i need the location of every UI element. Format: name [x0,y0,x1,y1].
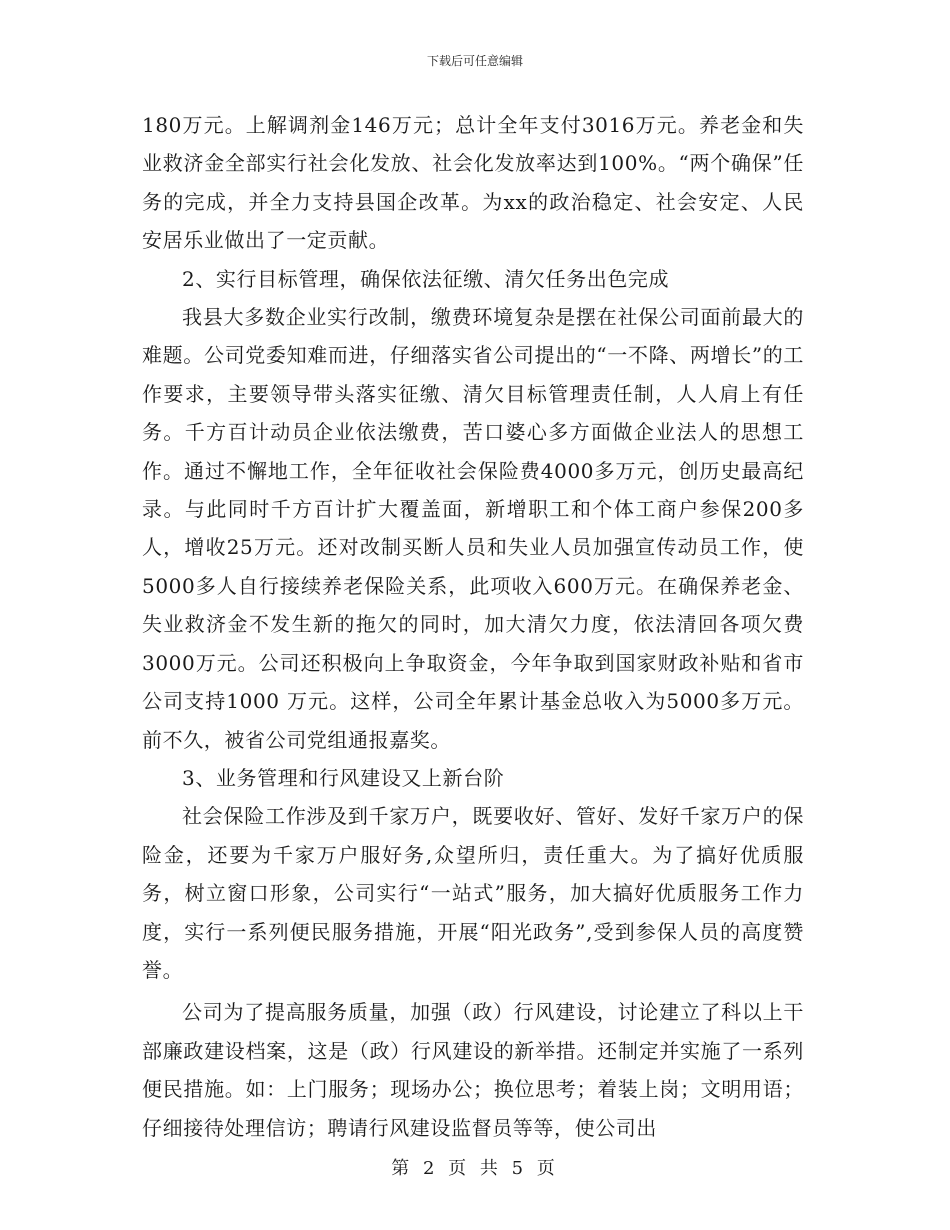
page-header: 下载后可任意编辑 [426,54,523,68]
paragraph-conduct: 公司为了提高服务质量，加强（政）行风建设，讨论建立了科以上干部廉政建设档案，这是（政）行风建设的新举措。还制定并实施了一系列便民措施。如：上门服务；现场办公；换位思考；着装上岗；文明用语；仔细接待处理信访；聘请行风建设监督员等等，使公司出 [142,1000,804,1140]
paragraph-continuation: 180万元。上解调剂金146万元；总计全年支付3016万元。养老金和失业救济金全部实行社会化发放、社会化发放率达到100%。“两个确保”任务的完成，并全力支持县国企改革。为xx的政治稳定、社会安定、人民安居乐业做出了一定贡献。 [142,113,804,253]
page-footer: 第 2 页 共 5 页 [391,1158,559,1179]
section-heading-3: 3、业务管理和行风建设又上新台阶 [182,765,505,790]
document-body [142,106,804,1147]
paragraph-collection: 我县大多数企业实行改制，缴费环境复杂是摆在社保公司面前最大的难题。公司党委知难而进，仔细落实省公司提出的“一不降、两增长”的工作要求，主要领导带头落实征缴、清欠目标管理责任制，人人肩上有任务。千方百计动员企业依法缴费，苦口婆心多方面做企业法人的思想工作。通过不懈地工作，全年征收社会保险费4000多万元，创历史最高纪录。与此同时千方百计扩大覆盖面，新增职工和个体工商户参保200多人，增收25万元。还对改制买断人员和失业人员加强宣传动员工作，使5000多人自行接续养老保险关系，此项收入600万元。在确保养老金、失业救济金不发生新的拖欠的同时，加大清欠力度，依法清回各项欠费3000万元。公司还积极向上争取资金，今年争取到国家财政补贴和省市公司支持1000 万元。这样，公司全年累计基金总收入为5000多万元。前不久，被省公司党组通报嘉奖。 [142,305,804,752]
section-heading-2: 2、实行目标管理，确保依法征缴、清欠任务出色完成 [182,266,670,291]
paragraph-service: 社会保险工作涉及到千家万户，既要收好、管好、发好千家万户的保险金，还要为千家万户服好务,众望所归，责任重大。为了搞好优质服务，树立窗口形象，公司实行“一站式”服务，加大搞好优质服务工作力度，实行一系列便民服务措施，开展“阳光政务”,受到参保人员的高度赞誉。 [142,804,804,982]
